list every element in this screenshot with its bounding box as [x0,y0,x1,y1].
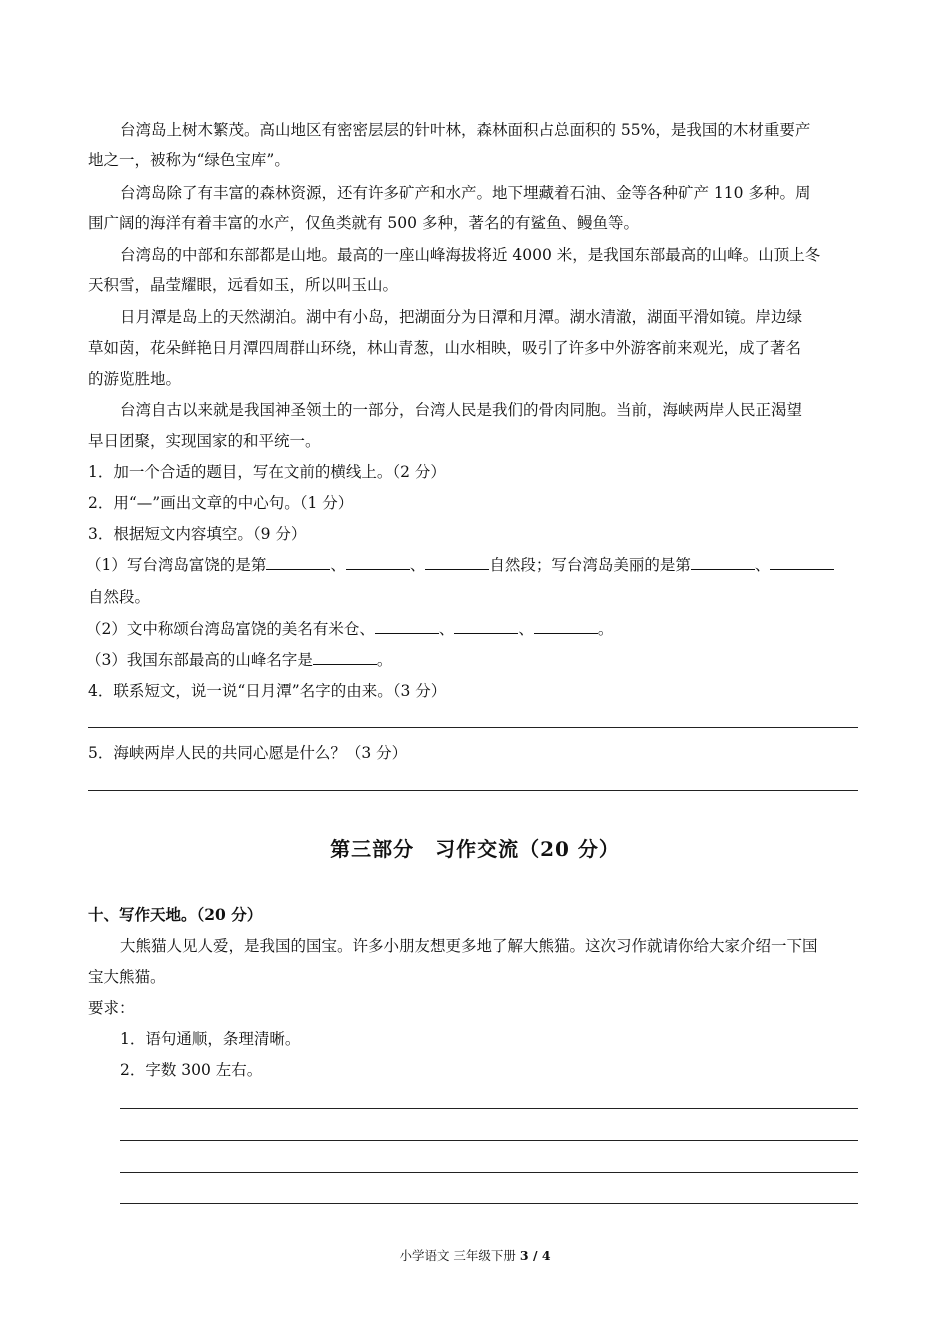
passage-p4-line1: 日月潭是岛上的天然湖泊。湖中有小岛，把湖面分为日潭和月潭。湖水清澈，湖面平滑如镜。岸边绿 [120,308,803,326]
q3-2-end: 。 [597,620,614,638]
passage-p4-line2: 草如茵，花朵鲜艳日月潭四周群山环绕，林山青葱，山水相映，吸引了许多中外游客前来观光，成了著名 [88,339,802,357]
requirement-2: 2．字数 300 左右。 [120,1061,263,1079]
q3-1-text-c: 自然段。 [88,588,151,606]
writing-prompt-line2: 宝大熊猫。 [88,968,166,986]
answer-line-q4[interactable] [88,727,858,728]
question-1: 1．加一个合适的题目，写在文前的横线上。（2 分） [88,463,446,481]
answer-blank[interactable] [346,555,410,570]
footer-text: 小学语文 三年级下册 [399,1248,520,1263]
writing-prompt-line1: 大熊猫人见人爱，是我国的国宝。许多小朋友想更多地了解大熊猫。这次习作就请你给大家介绍一下国 [120,937,818,955]
writing-line[interactable] [120,1108,858,1109]
answer-blank[interactable] [534,619,598,634]
question-3-2 [86,619,866,639]
passage-p5-line2: 早日团聚，实现国家的和平统一。 [88,432,321,450]
writing-line[interactable] [120,1203,858,1204]
passage-p5-line1: 台湾自古以来就是我国神圣领土的一部分，台湾人民是我们的骨肉同胞。当前，海峡两岸人民正渴望 [120,401,803,419]
requirement-1: 1．语句通顺，条理清晰。 [120,1030,301,1048]
question-3-3 [86,650,866,670]
passage-p1-line1: 台湾岛上树木繁茂。高山地区有密密层层的针叶林，森林面积占总面积的 55%，是我国的木材重要产 [120,121,811,139]
passage-p1-line2: 地之一，被称为“绿色宝库”。 [88,151,290,169]
passage-p2-line2: 围广阔的海洋有着丰富的水产，仅鱼类就有 500 多种，著名的有鲨鱼、鳗鱼等。 [88,214,639,232]
q3-2-sep: 、 [438,620,455,638]
q3-1-sep: 、 [754,556,771,574]
page-footer [0,1248,950,1264]
section-3-title: 第三部分 习作交流（20 分） [330,837,620,861]
requirements-label: 要求： [88,999,135,1017]
question-3: 3．根据短文内容填空。（9 分） [88,525,307,543]
q3-3-text-a: （3）我国东部最高的山峰名字是 [86,651,313,669]
answer-blank[interactable] [266,555,330,570]
q3-1-sep: 、 [330,556,346,574]
q3-3-end: 。 [376,651,393,669]
passage-p4-line3: 的游览胜地。 [88,370,182,388]
page-number: 3 / 4 [519,1248,551,1263]
question-2: 2．用“—”画出文章的中心句。（1 分） [88,494,354,512]
passage-p2-line1: 台湾岛除了有丰富的森林资源，还有许多矿产和水产。地下埋藏着石油、金等各种矿产 110 多种。周 [120,184,811,202]
q3-2-text-a: （2）文中称颂台湾岛富饶的美名有米仓、 [86,620,375,638]
writing-heading: 十、写作天地。（20 分） [88,905,263,924]
question-4: 4．联系短文，说一说“日月潭”名字的由来。（3 分） [88,682,447,700]
passage-p3-line2: 天积雪，晶莹耀眼，远看如玉，所以叫玉山。 [88,276,399,294]
answer-blank[interactable] [375,619,439,634]
q3-1-text-a: （1）写台湾岛富饶的是第 [86,556,267,574]
question-5: 5．海峡两岸人民的共同心愿是什么？（3 分） [88,744,408,762]
q3-1-sep: 、 [409,556,426,574]
q3-1-text-b: 自然段；写台湾岛美丽的是第 [489,556,691,574]
q3-2-sep: 、 [518,620,534,638]
answer-blank[interactable] [313,650,377,665]
writing-line[interactable] [120,1172,858,1173]
answer-blank[interactable] [770,555,834,570]
answer-line-q5[interactable] [88,790,858,791]
answer-blank[interactable] [454,619,518,634]
answer-blank[interactable] [425,555,489,570]
writing-line[interactable] [120,1140,858,1141]
answer-blank[interactable] [691,555,755,570]
passage-p3-line1: 台湾岛的中部和东部都是山地。最高的一座山峰海拔将近 4000 米，是我国东部最高的山峰。山顶上冬 [120,246,821,264]
question-3-1 [86,555,866,575]
